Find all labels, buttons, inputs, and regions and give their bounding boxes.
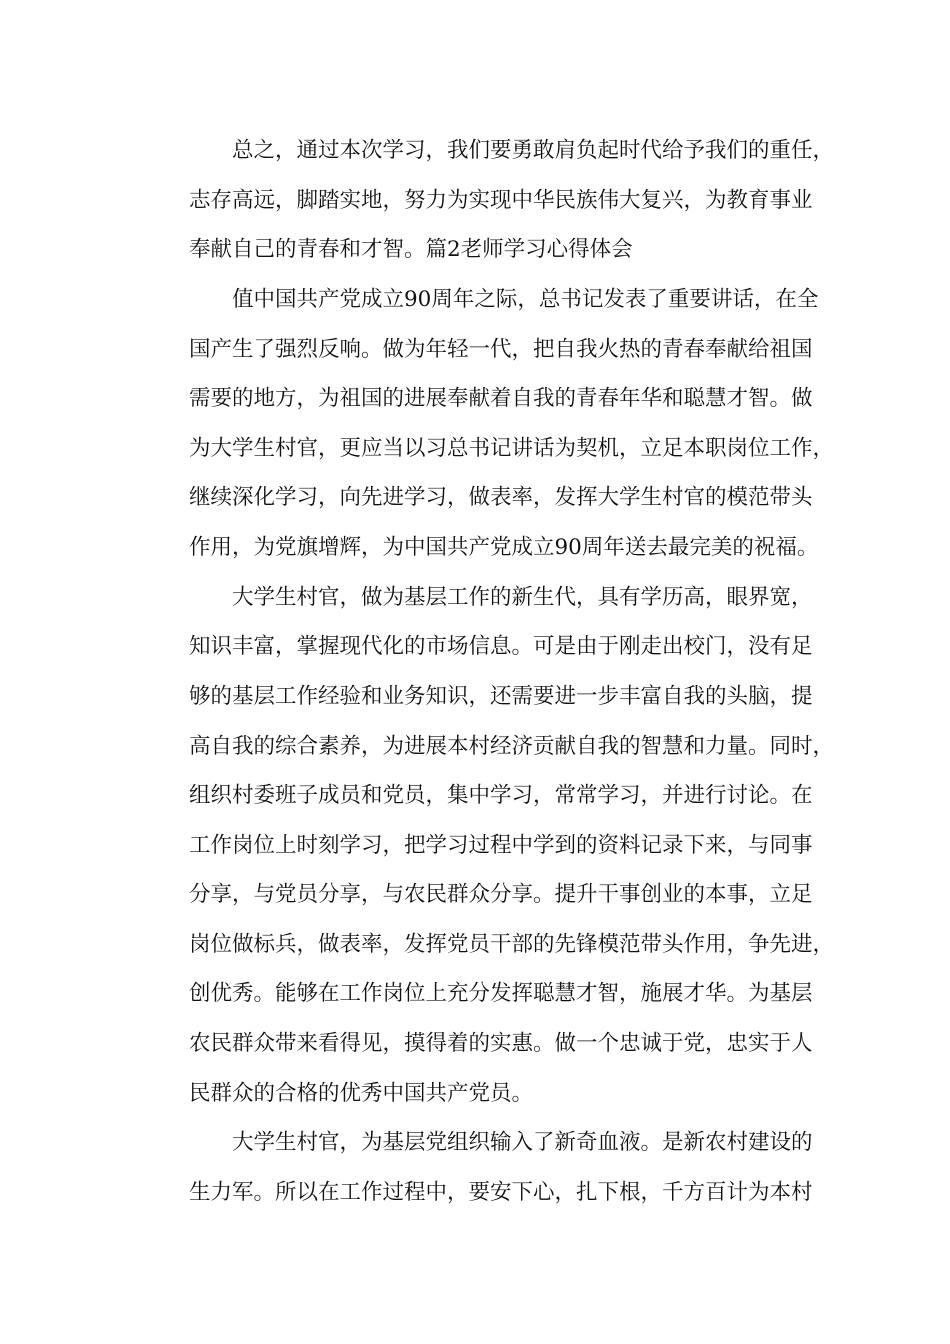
text-line: 值中国共产党成立90周年之际，总书记发表了重要讲话，在全	[232, 286, 819, 312]
text-line: 奉献自己的青春和才智。篇2老师学习心得体会	[189, 237, 633, 263]
paragraph-1	[146, 126, 835, 275]
text-line: 继续深化学习，向先进学习，做表率，发挥大学生村官的模范带头	[189, 485, 813, 511]
text-line: 岗位做标兵，做表率，发挥党员干部的先锋模范带头作用，争先进，	[189, 931, 835, 957]
text-line: 高自我的综合素养，为进展本村经济贡献自我的智慧和力量。同时，	[189, 733, 835, 759]
text-line: 总之，通过本次学习，我们要勇敢肩负起时代给予我们的重任，	[232, 138, 835, 163]
text-line: 国产生了强烈反响。做为年轻一代，把自我火热的青春奉献给祖国	[189, 336, 813, 362]
paragraph-2	[146, 275, 835, 573]
text-line: 大学生村官，为基层党组织输入了新奇血液。是新农村建设的	[232, 1130, 813, 1156]
text-line: 知识丰富，掌握现代化的市场信息。可是由于刚走出校门，没有足	[189, 634, 813, 660]
text-line: 生力军。所以在工作过程中，要安下心，扎下根，千方百计为本村	[189, 1180, 813, 1206]
text-line: 创优秀。能够在工作岗位上充分发挥聪慧才智，施展才华。为基层	[189, 981, 813, 1007]
text-line: 分享，与党员分享，与农民群众分享。提升干事创业的本事，立足	[189, 882, 813, 908]
paragraph-4	[146, 1118, 813, 1217]
paragraph-3	[146, 573, 835, 1119]
text-line: 够的基层工作经验和业务知识，还需要进一步丰富自我的头脑，提	[189, 683, 813, 709]
text-line: 为大学生村官，更应当以习总书记讲话为契机，立足本职岗位工作，	[189, 435, 835, 461]
text-line: 作用，为党旗增辉，为中国共产党成立90周年送去最完美的祝福。	[189, 534, 819, 560]
text-line: 组织村委班子成员和党员，集中学习，常常学习，并进行讨论。在	[189, 783, 813, 809]
text-line: 大学生村官，做为基层工作的新生代，具有学历高，眼界宽，	[232, 584, 813, 610]
text-line: 民群众的合格的优秀中国共产党员。	[189, 1080, 534, 1106]
text-line: 农民群众带来看得见，摸得着的实惠。做一个忠诚于党，忠实于人	[189, 1031, 813, 1057]
document-page	[146, 126, 835, 1218]
text-line: 志存高远，脚踏实地，努力为实现中华民族伟大复兴，为教育事业	[189, 187, 813, 213]
text-line: 需要的地方，为祖国的进展奉献着自我的青春年华和聪慧才智。做	[189, 386, 813, 412]
text-line: 工作岗位上时刻学习，把学习过程中学到的资料记录下来，与同事	[189, 832, 813, 858]
